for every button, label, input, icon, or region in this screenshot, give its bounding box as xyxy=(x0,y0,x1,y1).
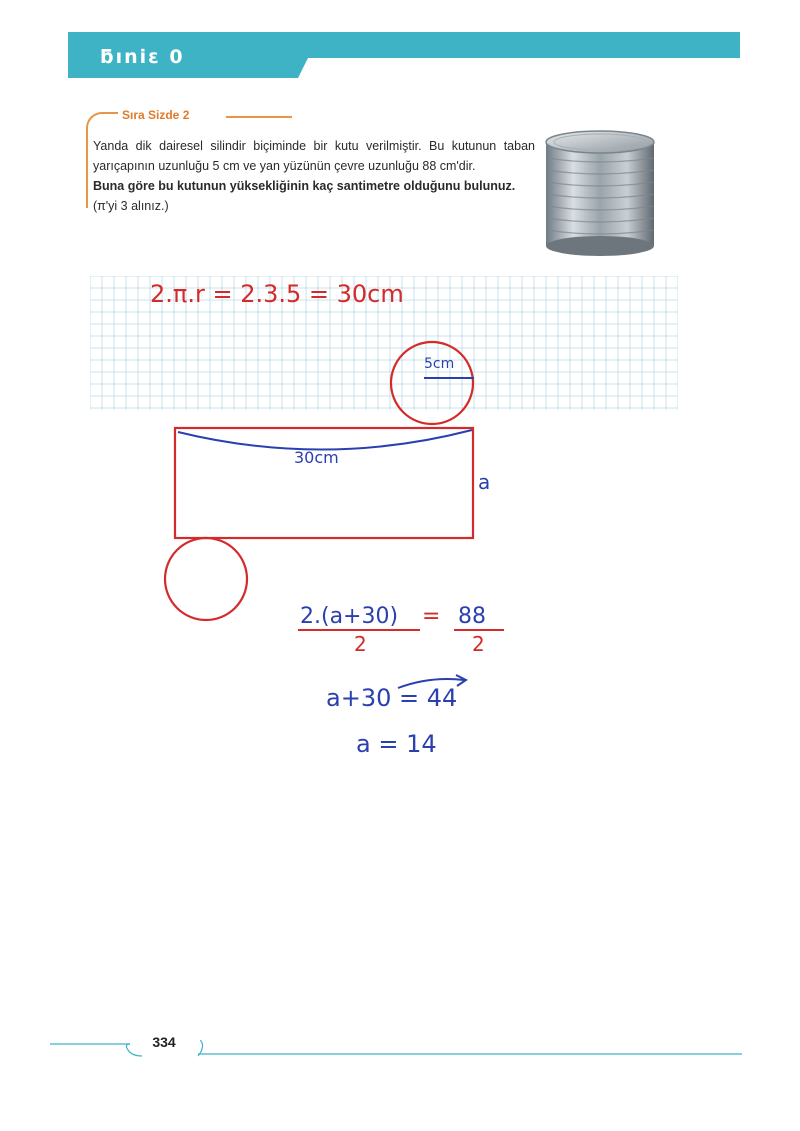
equation-2: a+30 = 44 xyxy=(326,684,458,712)
section-title: Sıra Sizde 2 xyxy=(122,108,190,122)
arc-length-label: 30cm xyxy=(294,448,339,467)
equation-1-denominator-left: 2 xyxy=(354,632,367,656)
height-label: a xyxy=(478,470,491,494)
circumference-arc xyxy=(178,430,472,450)
chapter-label: ƃını̇ɛ 0 xyxy=(100,46,185,68)
equation-1-right: 88 xyxy=(458,604,486,629)
problem-note: (π'yi 3 alınız.) xyxy=(93,199,169,213)
page-number: 334 xyxy=(152,1034,176,1050)
top-circle-shape xyxy=(391,342,473,424)
equation-3-result: a = 14 xyxy=(356,730,437,758)
bottom-circle-shape xyxy=(165,538,247,620)
radius-label: 5cm xyxy=(424,356,455,372)
equation-1-left: 2.(a+30) xyxy=(300,604,399,629)
circumference-equation: 2.π.r = 2.3.5 = 30cm xyxy=(150,280,404,308)
problem-statement: Yanda dik dairesel silindir biçiminde bir kutu verilmiştir. Bu kutunun taban yarıçapının uzunluğu 5 cm ve yan yüzünün çevre uzunluğu 88 cm'dir. xyxy=(93,139,535,173)
lateral-rectangle xyxy=(175,428,473,538)
problem-question: Buna göre bu kutunun yüksekliğinin kaç santimetre olduğunu bulunuz. xyxy=(93,179,516,193)
equation-1-denominator-right: 2 xyxy=(472,632,485,656)
equals-sign: = xyxy=(422,604,441,629)
